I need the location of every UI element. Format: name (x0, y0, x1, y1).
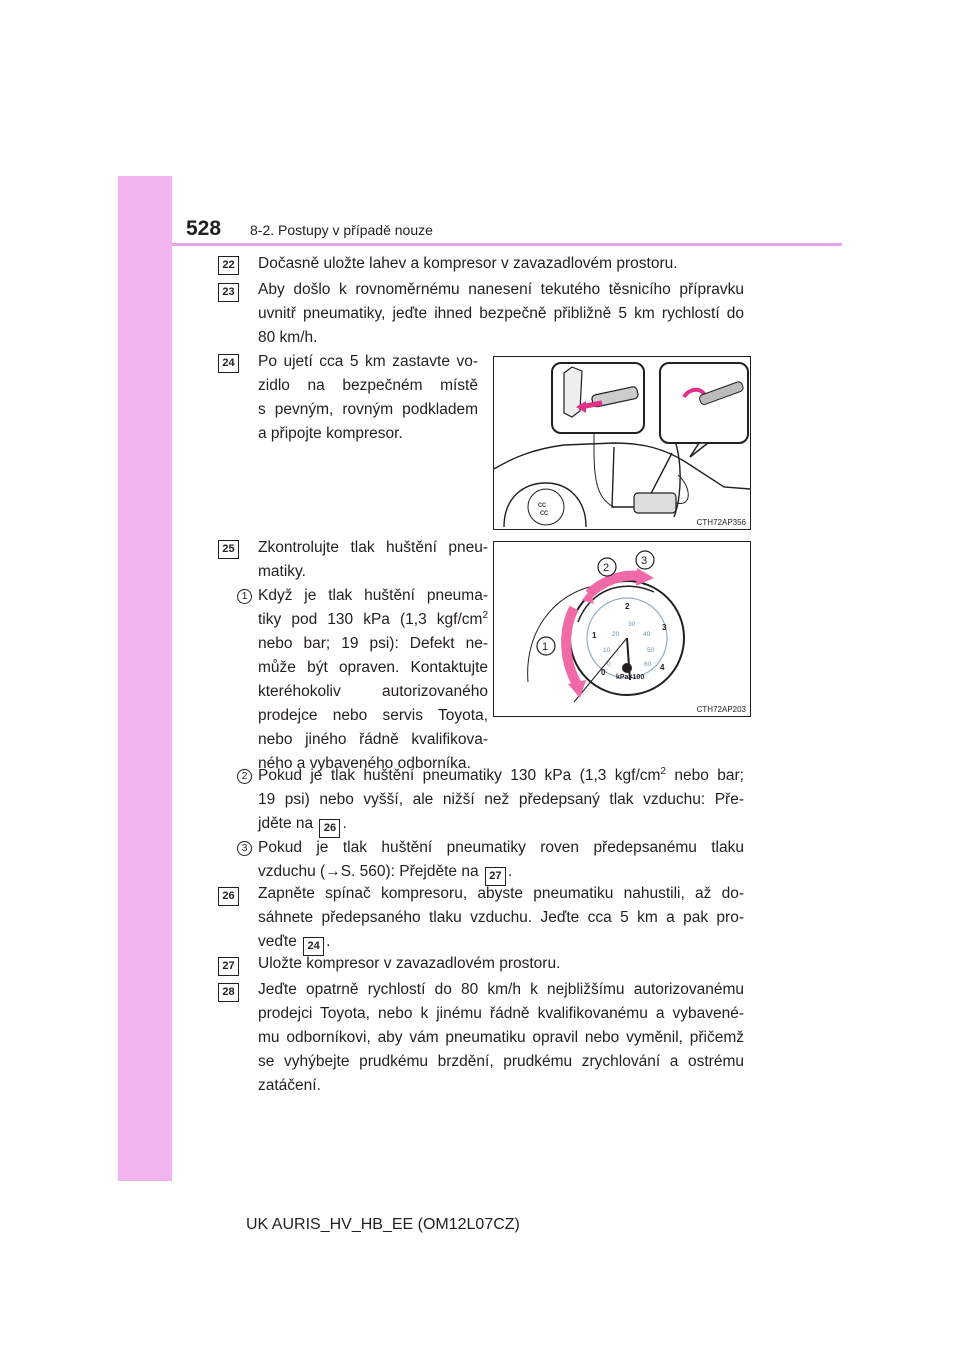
sub-item-1-line: nebo jiného řádně kvalifikova- (258, 731, 488, 748)
sub-item-3-text (258, 836, 744, 884)
step-number-27: 27 (218, 957, 239, 976)
step-23-line: 80 km/h. (258, 329, 318, 346)
sub-item-1-line: Když je tlak huštění pneuma- (258, 587, 488, 604)
sub-item-2-line-1a: Pokud je tlak huštění pneumatiky 130 kPa (1,3 kgf/cm (258, 767, 661, 784)
step-26-line: sáhnete předepsaného tlaku vzduchu. Jeďte cca 5 km a pak pro- (258, 909, 744, 926)
gauge-callout-2: 2 (603, 562, 610, 574)
step-23-line: uvnitř pneumatiky, jeďte ihned bezpečně přibližně 5 km rychlostí do (258, 305, 744, 322)
step-26-text (258, 882, 744, 954)
sub-item-number-3: 3 (237, 841, 252, 856)
sub-item-number-2: 2 (237, 769, 252, 784)
step-25-line: matiky. (258, 563, 306, 580)
gauge-tick-4: 4 (660, 663, 665, 672)
footer-model-code: UK AURIS_HV_HB_EE (OM12L07CZ) (246, 1216, 520, 1233)
gauge-inner-60: 60 (644, 661, 652, 668)
gauge-inner-10: 10 (603, 647, 611, 654)
sub-item-3-line (258, 863, 512, 880)
step-22-text: Dočasně uložte lahev a kompresor v zavazadlovém prostoru. (258, 255, 678, 272)
sub-item-1-text (258, 584, 488, 776)
sub-item-3-line: Pokud je tlak huštění pneumatiky roven předepsanému tlaku (258, 839, 744, 856)
step-number-22: 22 (218, 256, 239, 275)
sub-item-1-line: kteréhokoliv autorizovaného (258, 683, 488, 700)
step-28-line: prodejci Toyota, nebo k jinému řádně kvalifikovanému a vybavené- (258, 1005, 744, 1022)
gauge-inner-40: 40 (643, 631, 651, 638)
step-28-text (258, 978, 744, 1098)
pressure-gauge-illustration (494, 542, 750, 716)
step-25-text (258, 536, 488, 584)
step-26-line (258, 933, 330, 950)
sub-item-1-line: ného a vybaveného odborníka. (258, 755, 471, 772)
step-24-line: s pevným, rovným podkladem (258, 401, 478, 418)
gauge-callout-1: 1 (542, 641, 549, 653)
step-26-line: Zapněte spínač kompresoru, abyste pneumatiku nahustili, až do- (258, 885, 744, 902)
gauge-tick-0: 0 (601, 668, 606, 677)
sub-item-1-line: nebo bar; 19 psi): Defekt ne- (258, 635, 488, 652)
car-compressor-illustration (494, 357, 750, 529)
svg-text:cc: cc (538, 500, 546, 509)
gauge-unit: kPa×100 (616, 674, 645, 681)
sub-item-1-line: může být opraven. Kontaktujte (258, 659, 488, 676)
sub-item-2-line-3b: . (342, 815, 347, 832)
figure-code: CTH72AP203 (696, 705, 746, 714)
sub-item-2-line (258, 764, 744, 788)
sub-item-2-line-3a: jděte na (258, 815, 314, 832)
gauge-callout-3: 3 (641, 555, 648, 567)
gauge-inner-20: 20 (612, 631, 620, 638)
step-number-24: 24 (218, 354, 239, 373)
step-reference-26: 26 (319, 819, 340, 838)
gauge-inner-30: 30 (628, 621, 636, 628)
gauge-inner-0: 0 (607, 661, 611, 668)
sub-item-1-line: prodejce nebo servis Toyota, (258, 707, 488, 724)
step-26-line-3a: veďte (258, 933, 297, 950)
step-25-line: Zkontrolujte tlak huštění pneu- (258, 539, 488, 556)
step-number-26: 26 (218, 887, 239, 906)
header-rule (172, 243, 842, 246)
gauge-tick-3: 3 (662, 623, 667, 632)
gauge-inner-50: 50 (647, 647, 655, 654)
pressure-gauge-figure (493, 541, 751, 717)
sub-item-2-line: 19 psi) nebo vyšší, ale nižší než předepsaný tlak vzduchu: Pře- (258, 791, 744, 808)
step-23-text (258, 278, 744, 350)
step-24-text (258, 350, 478, 446)
chapter-tab-band (118, 176, 172, 1181)
step-reference-27: 27 (485, 867, 506, 886)
step-24-line: Po ujetí cca 5 km zastavte vo- (258, 353, 478, 370)
sub-item-2-line (258, 815, 347, 832)
sub-item-1-line (258, 608, 488, 632)
sub-item-2-line-1b: nebo bar; (665, 767, 744, 784)
gauge-tick-2: 2 (625, 602, 630, 611)
step-28-line: mu odborníkovi, aby vám pneumatiku opravil nebo vyměnil, přičemž (258, 1029, 744, 1046)
gauge-tick-1: 1 (592, 631, 597, 640)
step-24-line: zidlo na bezpečném místě (258, 377, 478, 394)
svg-text:cc: cc (540, 508, 548, 517)
step-reference-24: 24 (303, 937, 324, 956)
step-27-text: Uložte kompresor v zavazadlovém prostoru. (258, 955, 561, 972)
superscript: 2 (482, 609, 488, 621)
step-28-line: se vyhýbejte prudkému brzdění, prudkému zrychlování a ostrému (258, 1053, 744, 1070)
step-23-line: Aby došlo k rovnoměrnému nanesení tekutého těsnicího přípravku (258, 281, 744, 298)
sub-item-3-line-2a: vzduchu (→S. 560): Přejděte na (258, 863, 479, 880)
section-title: 8-2. Postupy v případě nouze (250, 222, 433, 238)
step-number-23: 23 (218, 283, 239, 302)
sub-item-number-1: 1 (237, 589, 252, 604)
page-number: 528 (186, 217, 222, 240)
superscript: 2 (660, 765, 666, 777)
figure-code: CTH72AP356 (696, 518, 746, 527)
compressor-connection-figure (493, 356, 751, 530)
step-28-line: Jeďte opatrně rychlostí do 80 km/h k nejbližšímu autorizovanému (258, 981, 744, 998)
step-26-line-3b: . (326, 933, 331, 950)
sub-item-3-line-2b: . (507, 863, 513, 880)
sub-item-2-text (258, 764, 744, 836)
sub-item-1-line-2: tiky pod 130 kPa (1,3 kgf/cm (258, 611, 483, 628)
step-number-28: 28 (218, 983, 239, 1002)
step-24-line: a připojte kompresor. (258, 425, 403, 442)
step-28-line: zatáčení. (258, 1077, 321, 1094)
step-number-25: 25 (218, 540, 239, 559)
